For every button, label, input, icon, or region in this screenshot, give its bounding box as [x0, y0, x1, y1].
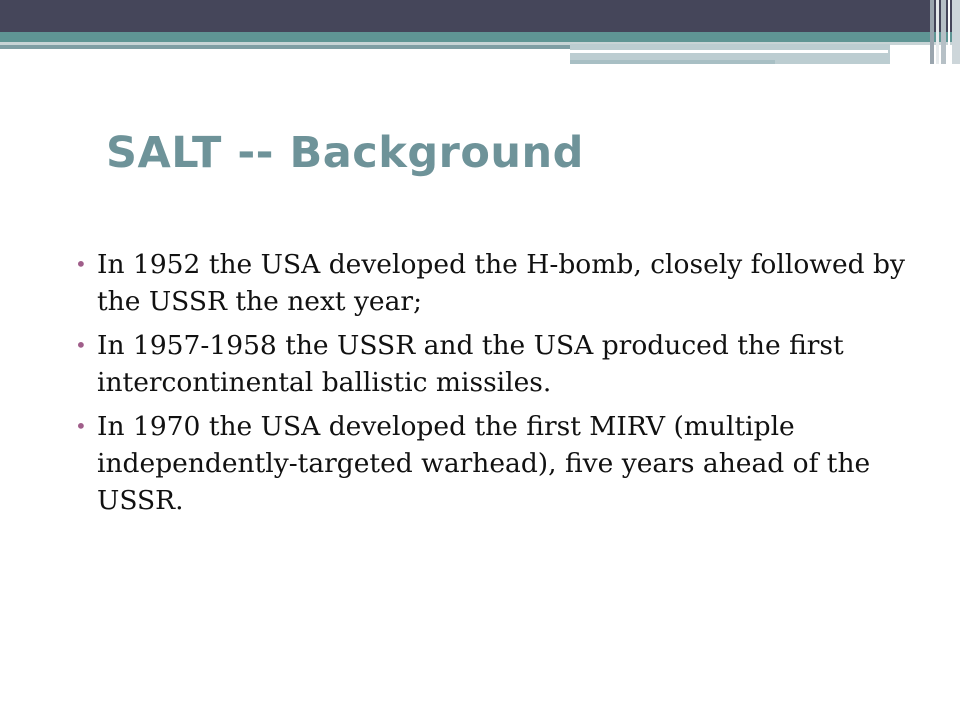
- bullet-dot-icon: •: [75, 252, 87, 276]
- header-band-lower-right-line: [570, 50, 888, 53]
- edge-stripe: [941, 0, 946, 64]
- header-band-steel: [0, 45, 570, 49]
- bullet-item: [72, 408, 912, 519]
- bullet-text: In 1957-1958 the USSR and the USA produced the first intercontinental ballistic missiles.: [97, 330, 844, 398]
- bullet-dot-icon: •: [75, 333, 87, 357]
- header-band-teal: [0, 32, 960, 42]
- header-band-dark: [0, 0, 960, 32]
- edge-stripe: [952, 0, 960, 64]
- bullet-dot-icon: •: [75, 414, 87, 438]
- bullet-item: [72, 327, 912, 401]
- edge-stripe: [936, 0, 939, 64]
- slide-title: SALT -- Background: [106, 128, 584, 178]
- bullet-list: [72, 246, 912, 526]
- edge-stripe: [948, 0, 950, 64]
- bullet-text: In 1952 the USA developed the H-bomb, closely followed by the USSR the next year;: [97, 249, 905, 317]
- header-band-lower-right-strip: [570, 60, 775, 64]
- bullet-item: [72, 246, 912, 320]
- edge-stripe: [930, 0, 934, 64]
- bullet-text: In 1970 the USA developed the first MIRV (multiple independently-targeted warhead), five years ahead of the USSR.: [97, 411, 871, 516]
